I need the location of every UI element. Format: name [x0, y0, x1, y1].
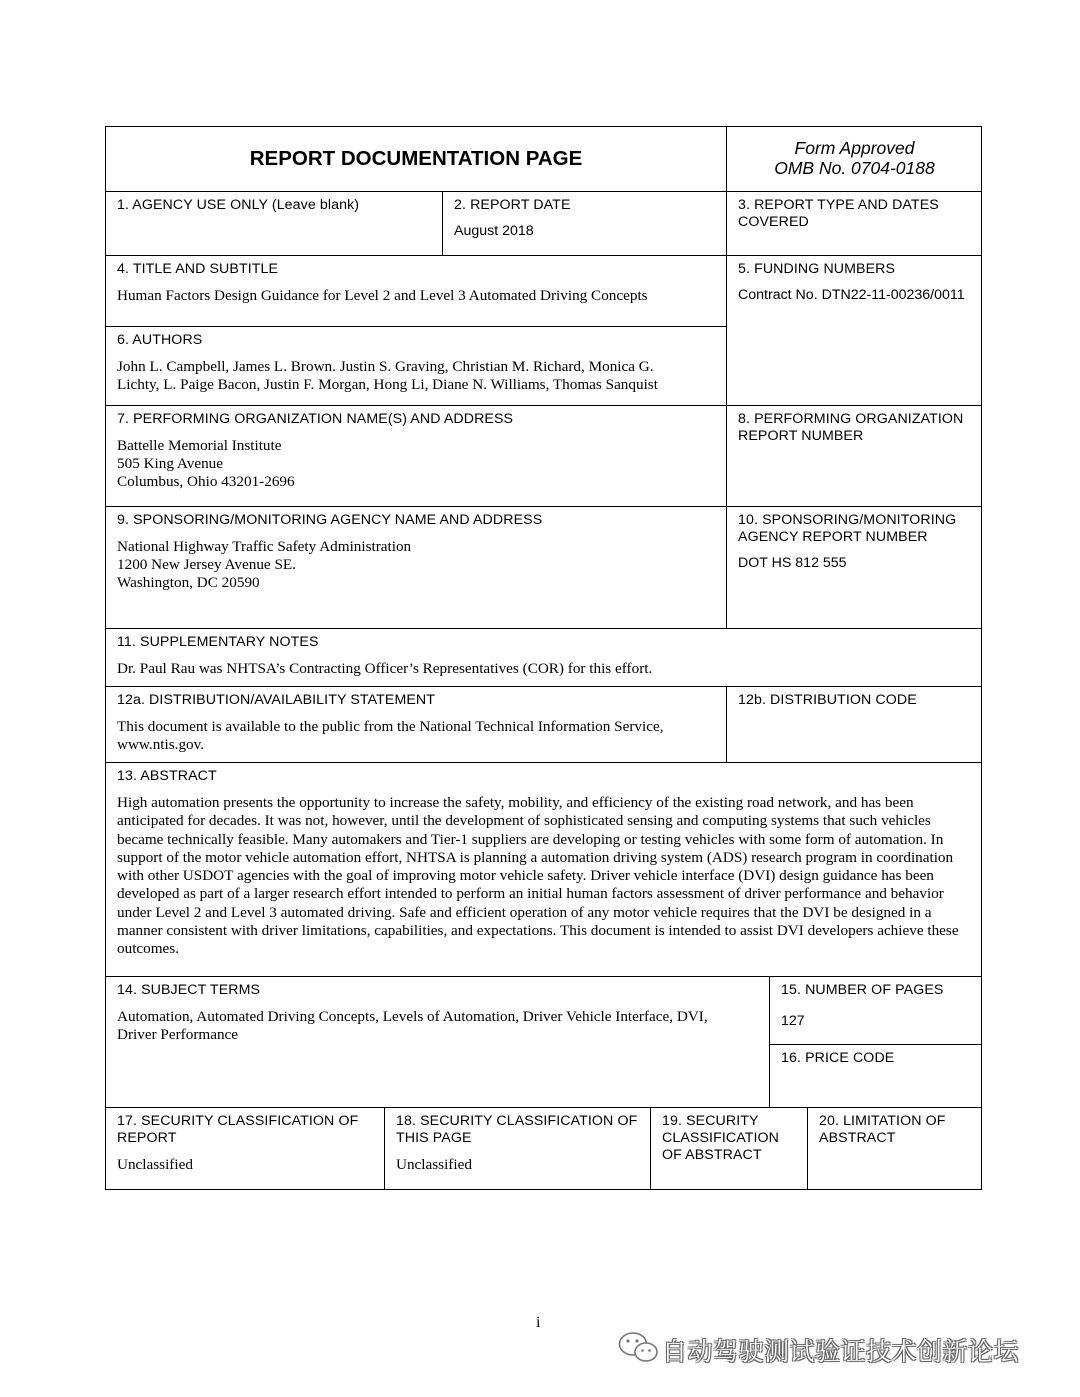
security-page-value: Unclassified: [396, 1156, 472, 1173]
field-label: 11. SUPPLEMENTARY NOTES: [117, 634, 319, 650]
omb-number: OMB No. 0704-0188: [774, 158, 935, 178]
title-value: Human Factors Design Guidance for Level 2 and Level 3 Automated Driving Concepts: [117, 287, 648, 304]
field-label: 5. FUNDING NUMBERS: [738, 261, 896, 277]
report-documentation-form: [105, 126, 982, 1190]
form-title-cell: [106, 127, 726, 191]
field-label: 20. LIMITATION OF ABSTRACT: [819, 1113, 946, 1146]
form-approved-text: Form Approved: [794, 138, 915, 158]
field-security-report: [106, 1107, 384, 1189]
distribution-statement-value: This document is available to the public from the National Technical Information Service, www.ntis.gov.: [117, 718, 664, 754]
field-label: 18. SECURITY CLASSIFICATION OF THIS PAGE: [396, 1113, 638, 1146]
field-performing-report-number: [726, 405, 982, 506]
field-label: 4. TITLE AND SUBTITLE: [117, 261, 279, 277]
field-funding-numbers: [726, 255, 982, 405]
field-label: 9. SPONSORING/MONITORING AGENCY NAME AND ADDRESS: [117, 512, 543, 528]
field-sponsoring-agency: [106, 506, 726, 628]
watermark: [616, 1330, 1019, 1369]
field-label: 2. REPORT DATE: [454, 197, 571, 213]
field-agency-report-number: [726, 506, 982, 628]
field-label: 17. SECURITY CLASSIFICATION OF REPORT: [117, 1113, 359, 1146]
field-abstract: [106, 762, 982, 976]
field-authors: [106, 326, 726, 405]
form-title: REPORT DOCUMENTATION PAGE: [249, 147, 583, 170]
omb-cell: [726, 127, 982, 191]
field-security-abstract: [650, 1107, 807, 1189]
field-security-page: [384, 1107, 650, 1189]
supplementary-notes-value: Dr. Paul Rau was NHTSA’s Contracting Officer’s Representatives (COR) for this effort.: [117, 660, 653, 677]
funding-number-value: Contract No. DTN22-11-00236/0011: [738, 287, 965, 303]
field-supplementary-notes: [106, 628, 982, 686]
performing-org-value: Battelle Memorial Institute 505 King Avenue Columbus, Ohio 43201-2696: [117, 437, 295, 491]
field-label: 12a. DISTRIBUTION/AVAILABILITY STATEMENT: [117, 692, 436, 708]
field-label: 6. AUTHORS: [117, 332, 203, 348]
field-label: 14. SUBJECT TERMS: [117, 982, 261, 998]
field-report-type: [726, 191, 982, 255]
field-limitation-of-abstract: [807, 1107, 982, 1189]
field-label: 3. REPORT TYPE AND DATES COVERED: [738, 197, 939, 230]
sponsoring-agency-value: National Highway Traffic Safety Administration 1200 New Jersey Avenue SE. Washington, DC 20590: [117, 538, 412, 592]
field-subject-terms: [106, 976, 769, 1107]
field-distribution-statement: [106, 686, 726, 762]
number-of-pages-value: 127: [781, 1013, 805, 1029]
field-number-of-pages: [769, 976, 982, 1044]
field-price-code: [769, 1044, 982, 1107]
field-label: 7. PERFORMING ORGANIZATION NAME(S) AND ADDRESS: [117, 411, 514, 427]
wechat-icon: [616, 1330, 662, 1369]
field-performing-org: [106, 405, 726, 506]
field-label: 16. PRICE CODE: [781, 1050, 895, 1066]
field-label: 10. SPONSORING/MONITORING AGENCY REPORT NUMBER: [738, 512, 957, 545]
field-label: 19. SECURITY CLASSIFICATION OF ABSTRACT: [662, 1113, 780, 1163]
security-report-value: Unclassified: [117, 1156, 193, 1173]
field-title-subtitle: [106, 255, 726, 326]
field-label: 13. ABSTRACT: [117, 768, 217, 784]
page-number: i: [536, 1314, 541, 1331]
authors-value: John L. Campbell, James L. Brown. Justin S. Graving, Christian M. Richard, Monica G. Lichty, L. Paige Bacon, Justin F. Morgan, Hong Li, Diane N. Williams, Thomas Sanquist: [117, 358, 658, 394]
report-date-value: August 2018: [454, 223, 534, 239]
field-agency-use: [106, 191, 442, 255]
field-report-date: [442, 191, 726, 255]
watermark-text: 自动驾驶测试验证技术创新论坛: [662, 1336, 1020, 1366]
subject-terms-value: Automation, Automated Driving Concepts, Levels of Automation, Driver Vehicle Interface, DVI, Driver Performance: [117, 1008, 708, 1044]
field-label: 15. NUMBER OF PAGES: [781, 982, 944, 998]
abstract-value: High automation presents the opportunity to increase the safety, mobility, and efficiency of the existing road network, and has been anticipated for decades. It was not, however, until the development of sophisticated sensing and computing systems that such vehicles became technically feasible. Many automakers and Tier-1 suppliers are developing or testing vehicles with some form of automation. In support of the motor vehicle automation effort, NHTSA is planning a automation driving system (ADS) research program in coordination with other USDOT agencies with the goal of improving motor vehicle safety. Driver vehicle interface (DVI) design guidance has been developed as part of a larger research effort intended to perform an initial human factors assessment of driver performance and behavior under Level 2 and Level 3 automated driving. Safe and efficient operation of any motor vehicle requires that the DVI be designed in a manner consistent with driver limitations, capabilities, and expectations. This document is intended to assist DVI developers achieve these outcomes.: [117, 794, 959, 958]
agency-report-number-value: DOT HS 812 555: [738, 555, 847, 571]
field-distribution-code: [726, 686, 982, 762]
field-label: 12b. DISTRIBUTION CODE: [738, 692, 917, 708]
field-label: 8. PERFORMING ORGANIZATION REPORT NUMBER: [738, 411, 964, 444]
field-label: 1. AGENCY USE ONLY (Leave blank): [117, 197, 360, 213]
